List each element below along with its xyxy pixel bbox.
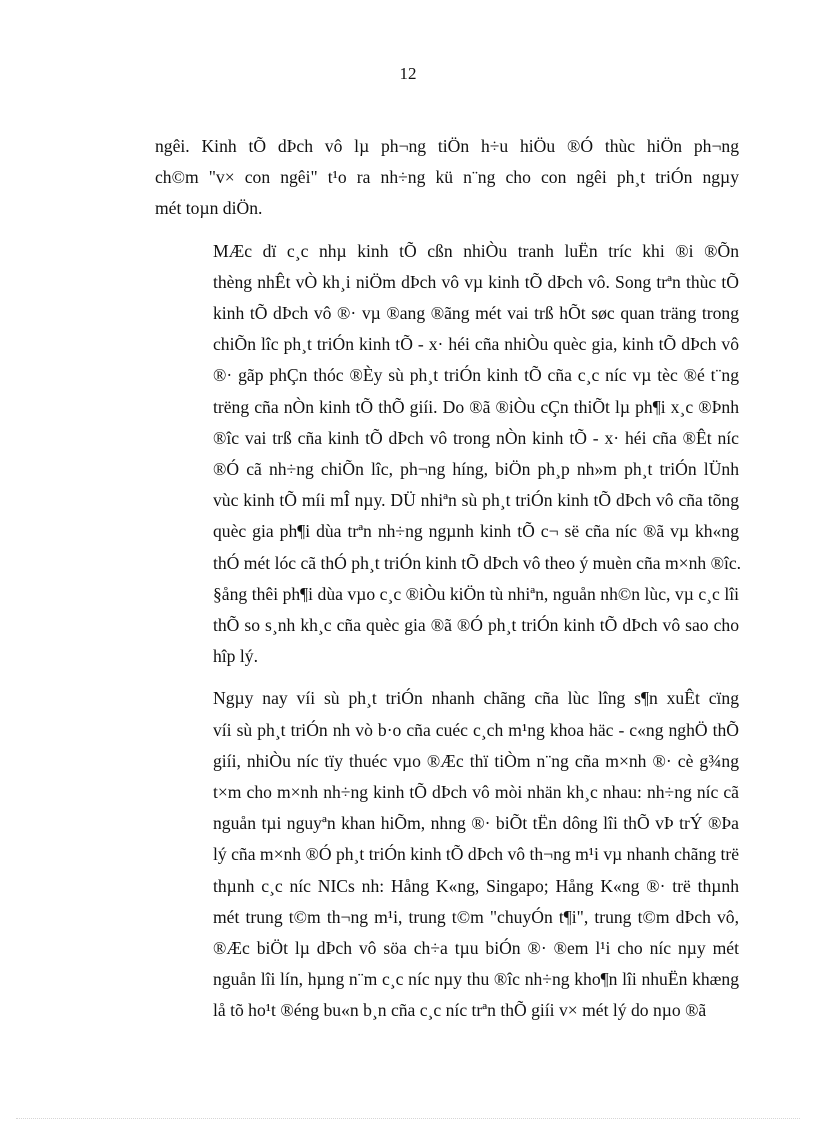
- text-line: ch©m "v× con ngêi" t¹o ra nh÷ng kü n¨ng cho con ngêi ph¸t triÓn ngµy: [155, 167, 739, 188]
- text-line: Ngµy nay víi sù ph¸t triÓn nhanh chãng cña lùc lîng s¶n xuÊt cïng: [213, 688, 739, 709]
- text-line: thÕ so s¸nh kh¸c cña quèc gia ®ã ®Ó ph¸t triÓn kinh tÕ dÞch vô sao cho: [213, 615, 739, 636]
- text-line: thèng nhÊt vÒ kh¸i niÖm dÞch vô vµ kinh tÕ dÞch vô. Song trªn thùc tÕ: [213, 271, 739, 292]
- text-line: §ång thêi ph¶i dùa vµo c¸c ®iÒu kiÖn tù nhiªn, nguån nh©n lùc, vµ c¸c lîi: [213, 583, 739, 604]
- body-text: [155, 131, 742, 1038]
- text-line: ®Ó cã nh÷ng chiÕn lîc, ph¬ng híng, biÖn ph¸p nh»m ph¸t triÓn lÜnh: [213, 459, 739, 480]
- paragraph-3: [155, 683, 739, 1026]
- text-line: vùc kinh tÕ míi mÎ nµy. DÜ nhiªn sù ph¸t triÓn kinh tÕ dÞch vô cña tõng: [213, 490, 739, 511]
- text-line: nguån lîi lín, hµng n¨m c¸c níc nµy thu ®îc nh÷ng kho¶n lîi nhuËn khæng: [213, 969, 739, 990]
- text-line: ®· gãp phÇn thóc ®Èy sù ph¸t triÓn kinh tÕ cña c¸c níc vµ tèc ®é t¨ng: [213, 365, 739, 386]
- text-line: trëng cña nÒn kinh tÕ thÕ giíi. Do ®ã ®iÒu cÇn thiÕt lµ ph¶i x¸c ®Þnh: [213, 396, 739, 417]
- text-line: nguån tµi nguyªn khan hiÕm, nhng ®· biÕt tËn dông lîi thÕ vÞ trÝ ®Þa: [213, 813, 739, 834]
- text-line: mét toµn diÖn.: [155, 198, 263, 219]
- text-line: thµnh c¸c níc NICs nh: Hång K«ng, Singapo; Hång K«ng ®· trë thµnh: [213, 875, 739, 896]
- text-line: lå tõ ho¹t ®éng bu«n b¸n cña c¸c níc trªn thÕ giíi v× mét lý do nµo ®ã: [213, 1000, 707, 1021]
- text-line: hîp lý.: [213, 646, 258, 667]
- page-number: 12: [399, 64, 417, 83]
- text-line: ®Æc biÖt lµ dÞch vô söa ch÷a tµu biÓn ®· ®em l¹i cho níc nµy mét: [213, 938, 739, 959]
- text-line: kinh tÕ dÞch vô ®· vµ ®ang ®ãng mét vai trß hÕt søc quan träng trong: [213, 303, 739, 324]
- text-line: t×m cho m×nh nh÷ng kinh tÕ dÞch vô mòi nhän kh¸c nhau: nh÷ng níc cã: [213, 782, 739, 803]
- text-line: chiÕn lîc ph¸t triÓn kinh tÕ - x· héi cña nhiÒu quèc gia, kinh tÕ dÞch vô: [213, 334, 739, 355]
- text-line: quèc gia ph¶i dùa trªn nh÷ng ngµnh kinh tÕ c¬ së cña níc ®ã vµ kh«ng: [213, 521, 739, 542]
- text-line: ®îc vai trß cña kinh tÕ dÞch vô trong nÒn kinh tÕ - x· héi cña ®Êt níc: [213, 427, 739, 448]
- text-line: víi sù ph¸t triÓn nh vò b·o cña cuéc c¸ch m¹ng khoa häc - c«ng nghÖ thÕ: [213, 719, 739, 740]
- text-line: thÓ mét lóc cã thÓ ph¸t triÓn kinh tÕ dÞch vô theo ý muèn cña m×nh ®îc.: [213, 552, 742, 573]
- text-line: mét trung t©m th¬ng m¹i, trung t©m "chuyÓn t¶i", trung t©m dÞch vô,: [213, 906, 739, 927]
- paragraph-1: [155, 131, 739, 225]
- paragraph-2: [155, 236, 742, 673]
- text-line: ngêi. Kinh tÕ dÞch vô lµ ph¬ng tiÖn h÷u hiÖu ®Ó thùc hiÖn ph¬ng: [155, 136, 739, 156]
- text-line: MÆc dï c¸c nhµ kinh tÕ cßn nhiÒu tranh luËn tríc khi ®i ®Õn: [213, 240, 739, 261]
- text-line: giíi, nhiÒu níc tïy thuéc vµo ®Æc thï tiÒm n¨ng cña m×nh ®· cè g¾ng: [213, 750, 739, 771]
- text-line: lý cña m×nh ®Ó ph¸t triÓn kinh tÕ dÞch vô th¬ng m¹i vµ nhanh chãng trë: [213, 844, 740, 865]
- page-bottom-divider: [16, 1118, 800, 1119]
